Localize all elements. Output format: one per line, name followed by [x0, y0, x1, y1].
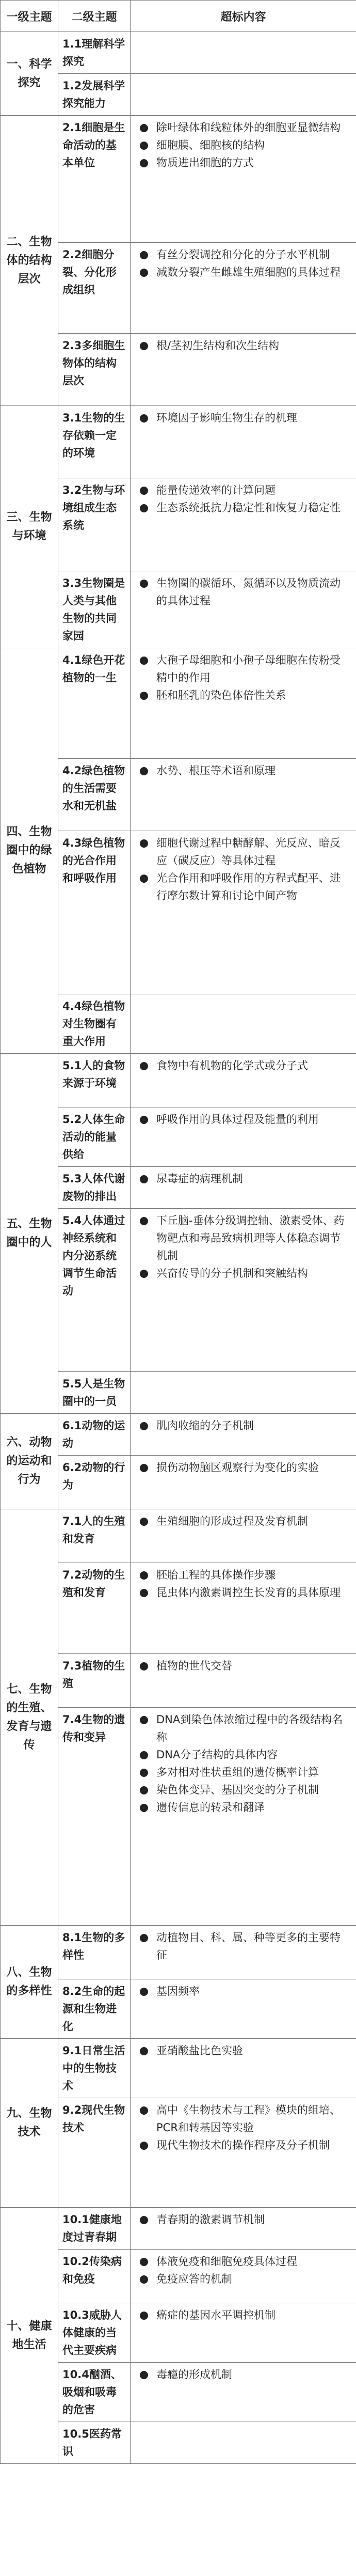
exceeding-content	[131, 571, 356, 648]
level2-topic: 5.2人体生命活动的能量供给	[58, 1107, 131, 1167]
content-item: 亚硝酸盐比色实验	[136, 2042, 351, 2059]
level2-topic: 10.2传染病和免疫	[58, 2250, 131, 2303]
content-item: 损伤动物脑区观察行为变化的实验	[136, 1459, 351, 1476]
content-item: 动植物目、科、属、种等更多的主要特征	[136, 1929, 351, 1964]
level2-topic: 7.4生物的遗传和变异	[58, 1708, 131, 1926]
level1-topic: 六、动物的运动和行为	[1, 1414, 58, 1509]
level2-topic: 7.3植物的生殖	[58, 1654, 131, 1708]
content-item: 生殖细胞的形成过程及发育机制	[136, 1512, 351, 1530]
table-body	[1, 32, 356, 2464]
content-item: 多对相对性状重组的遗传概率计算	[136, 1763, 351, 1781]
level1-topic: 五、生物圈中的人	[1, 1054, 58, 1414]
header-content: 超标内容	[131, 1, 356, 32]
content-item: 遗传信息的转录和翻译	[136, 1799, 351, 1816]
table-header	[1, 1, 356, 32]
content-item: 植物的世代交替	[136, 1657, 351, 1675]
level2-topic: 9.1日常生活中的生物技术	[58, 2039, 131, 2098]
content-item: 环境因子影响生物生存的机理	[136, 409, 351, 427]
exceeding-content	[131, 1654, 356, 1708]
content-item: 肌肉收缩的分子机制	[136, 1417, 351, 1434]
level2-topic: 7.2动物的生殖和发育	[58, 1563, 131, 1654]
level1-topic: 九、生物技术	[1, 2039, 58, 2208]
content-item: 生物圈的碳循环、氮循环以及物质流动的具体过程	[136, 574, 351, 610]
exceeding-content	[131, 334, 356, 406]
exceeding-content	[131, 1107, 356, 1167]
level2-topic: 8.2生命的起源和生物进化	[58, 1979, 131, 2039]
level2-topic: 3.3生物圈是人类与其他生物的共同家园	[58, 571, 131, 648]
content-item: 胚和胚乳的染色体倍性关系	[136, 686, 351, 704]
table-row	[1, 406, 356, 478]
exceeding-content	[131, 1708, 356, 1926]
table-row	[1, 648, 356, 759]
content-item: 毒瘾的形成机制	[136, 2366, 351, 2383]
exceeding-content	[131, 648, 356, 759]
level2-topic: 4.2绿色植物的生活需要水和无机盐	[58, 759, 131, 831]
exceeding-content	[131, 1414, 356, 1456]
exceeding-content	[131, 2250, 356, 2303]
content-item: DNA分子结构的具体内容	[136, 1746, 351, 1763]
table-row	[1, 32, 356, 74]
content-item: 水势、根压等术语和原理	[136, 762, 351, 779]
content-item: 昆虫体内激素调控生长发育的具体原理	[136, 1584, 351, 1601]
level2-topic: 10.5医药常识	[58, 2422, 131, 2464]
header-level1: 一级主题	[1, 1, 58, 32]
table-row	[1, 116, 356, 243]
content-item: 现代生物技术的操作程序及分子机制	[136, 2136, 351, 2154]
level2-topic: 10.4酗酒、吸烟和吸毒的危害	[58, 2363, 131, 2422]
exceeding-content	[131, 831, 356, 994]
level1-topic: 三、生物与环境	[1, 406, 58, 648]
content-item: 胚胎工程的具体操作步骤	[136, 1566, 351, 1584]
content-item: 能量传递效率的计算问题	[136, 481, 351, 499]
exceeding-content	[131, 478, 356, 571]
content-item: 呼吸作用的具体过程及能量的利用	[136, 1111, 351, 1128]
exceeding-content	[131, 32, 356, 74]
content-item: 尿毒症的病理机制	[136, 1170, 351, 1188]
exceeding-content	[131, 2039, 356, 2098]
table-row	[1, 1054, 356, 1107]
content-item: 下丘脑-垂体分级调控轴、激素受体、药物靶点和毒品致病机理等人体稳态调节机制	[136, 1212, 351, 1264]
content-item: 染色体变异、基因突变的分子机制	[136, 1781, 351, 1799]
level1-topic: 八、生物的多样性	[1, 1926, 58, 2039]
exceeding-content	[131, 1167, 356, 1209]
exceeding-content	[131, 1926, 356, 1979]
exceeding-content	[131, 1563, 356, 1654]
content-item: 高中《生物技术与工程》模块的组培、PCR和转基因等实验	[136, 2101, 351, 2136]
exceeding-content	[131, 2422, 356, 2464]
level2-topic: 10.1健康地度过青春期	[58, 2208, 131, 2250]
exceeding-content	[131, 1054, 356, 1107]
exceeding-content	[131, 759, 356, 831]
exceeding-content	[131, 1372, 356, 1414]
level1-topic: 二、生物体的结构层次	[1, 116, 58, 406]
level2-topic: 5.1人的食物来源于环境	[58, 1054, 131, 1107]
level1-topic: 四、生物圈中的绿色植物	[1, 648, 58, 1054]
exceeding-content	[131, 2098, 356, 2208]
content-item: 根/茎初生结构和次生结构	[136, 337, 351, 354]
exceeding-content	[131, 1979, 356, 2039]
level2-topic: 3.1生物的生存依赖一定的环境	[58, 406, 131, 478]
content-item: 细胞代谢过程中糖酵解、光反应、暗反应（碳反应）等具体过程	[136, 834, 351, 869]
level2-topic: 4.4绿色植物对生物圈有重大作用	[58, 994, 131, 1054]
level2-topic: 4.1绿色开花植物的一生	[58, 648, 131, 759]
level2-topic: 3.2生物与环境组成生态系统	[58, 478, 131, 571]
level2-topic: 7.1人的生殖和发育	[58, 1509, 131, 1563]
content-item: 基因频率	[136, 1982, 351, 2000]
content-item: 免疫应答的机制	[136, 2270, 351, 2288]
exceeding-content	[131, 116, 356, 243]
level2-topic: 5.3人体代谢废物的排出	[58, 1167, 131, 1209]
level2-topic: 1.1理解科学探究	[58, 32, 131, 74]
exceeding-content	[131, 994, 356, 1054]
level2-topic: 6.1动物的运动	[58, 1414, 131, 1456]
exceeding-content	[131, 2208, 356, 2250]
level2-topic: 4.3绿色植物的光合作用和呼吸作用	[58, 831, 131, 994]
exceeding-content	[131, 406, 356, 478]
level2-topic: 1.2发展科学探究能力	[58, 74, 131, 116]
level2-topic: 2.1细胞是生命活动的基本单位	[58, 116, 131, 243]
content-item: DNA到染色体浓缩过程中的各级结构名称	[136, 1711, 351, 1746]
level2-topic: 5.5人是生物圈中的一员	[58, 1372, 131, 1414]
content-item: 癌症的基因水平调控机制	[136, 2306, 351, 2324]
content-item: 细胞膜、细胞核的结构	[136, 136, 351, 154]
content-item: 生态系统抵抗力稳定性和恢复力稳定性	[136, 499, 351, 517]
content-item: 光合作用和呼吸作用的方程式配平、进行摩尔数计算和讨论中间产物	[136, 869, 351, 904]
table-row	[1, 1926, 356, 1979]
header-level2: 二级主题	[58, 1, 131, 32]
table-row	[1, 1414, 356, 1456]
exceeding-content	[131, 1209, 356, 1372]
exceeding-content	[131, 1509, 356, 1563]
content-item: 减数分裂产生雌雄生殖细胞的具体过程	[136, 263, 351, 281]
level1-topic: 一、科学探究	[1, 32, 58, 116]
table-row	[1, 2208, 356, 2250]
table-row	[1, 1509, 356, 1563]
table-row	[1, 2039, 356, 2098]
level2-topic: 5.4人体通过神经系统和内分泌系统调节生命活动	[58, 1209, 131, 1372]
content-item: 青春期的激素调节机制	[136, 2211, 351, 2228]
level2-topic: 2.3多细胞生物体的结构层次	[58, 334, 131, 406]
level2-topic: 2.2细胞分裂、分化形成组织	[58, 243, 131, 334]
exceeding-content	[131, 2303, 356, 2363]
exceeding-content	[131, 1456, 356, 1509]
level2-topic: 9.2现代生物技术	[58, 2098, 131, 2208]
content-item: 有丝分裂调控和分化的分子水平机制	[136, 246, 351, 263]
content-item: 大孢子母细胞和小孢子母细胞在传粉受精中的作用	[136, 651, 351, 686]
level1-topic: 十、健康地生活	[1, 2208, 58, 2464]
content-item: 食物中有机物的化学式或分子式	[136, 1057, 351, 1074]
content-item: 体液免疫和细胞免疫具体过程	[136, 2253, 351, 2270]
content-item: 兴奋传导的分子机制和突触结构	[136, 1264, 351, 1282]
level1-topic: 七、生物的生殖、发育与遗传	[1, 1509, 58, 1926]
exceeding-content	[131, 2363, 356, 2422]
level2-topic: 6.2动物的行为	[58, 1456, 131, 1509]
level2-topic: 10.3威胁人体健康的当代主要疾病	[58, 2303, 131, 2363]
exceeding-content	[131, 74, 356, 116]
content-item: 物质进出细胞的方式	[136, 154, 351, 171]
level2-topic: 8.1生物的多样性	[58, 1926, 131, 1979]
content-item: 除叶绿体和线粒体外的细胞亚显微结构	[136, 119, 351, 136]
exceeding-content	[131, 243, 356, 334]
